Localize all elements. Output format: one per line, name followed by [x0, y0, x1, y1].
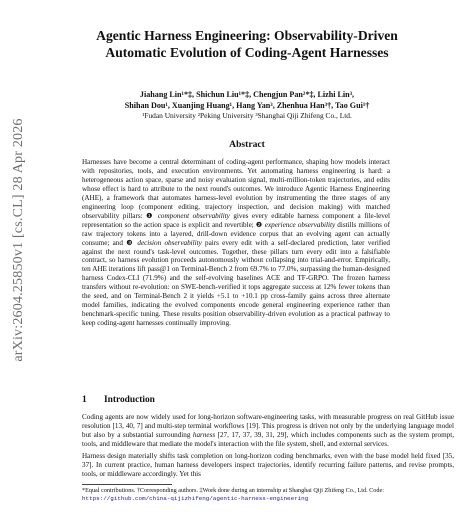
footnote-line: *Equal contributions. †Corresponding authors. ‡Work done during an internship at Shanghai Qiji Zhifeng Co., Ltd. Code:	[82, 487, 384, 494]
footnotes	[82, 487, 454, 503]
footnote-rule	[82, 484, 172, 485]
paper-title	[40, 27, 454, 61]
intro-paragraph-2: Harness design materially shifts task completion on long-horizon coding benchmarks, even with the base model held fixed [35, 37]. In current practice, human harness developers inspect trajectories, identify recurring failure patterns, and revise prompts, tools, or middleware accordingly. Yet this	[82, 452, 454, 479]
introduction-body	[82, 413, 454, 483]
abstract-emphasis-component: component observability	[157, 211, 230, 220]
abstract-paragraph	[82, 158, 390, 328]
code-repository-link[interactable]: https://github.com/china-qijizhifeng/agentic-harness-engineering	[82, 495, 309, 502]
abstract-text-2: gives every editable harness component a file-level representation so the action space is explicit and revertible; ❷	[82, 211, 390, 229]
title-line-2: Automatic Evolution of Coding-Agent Harnesses	[105, 45, 389, 60]
author-list	[40, 90, 454, 111]
abstract-emphasis-decision: decision observability	[137, 238, 202, 247]
abstract-text-3: distills millions of raw trajectory tokens into a layered, drill-down evidence corpus that an evolving agent can actually consume; and ❸	[82, 220, 390, 247]
authors-line-1: Jiahang Lin¹*‡, Shichun Liu¹*‡, Chengjun Pan²*‡, Lizhi Lin³,	[139, 90, 355, 99]
arxiv-identifier[interactable]: arXiv:2604.25850v1 [cs.CL] 28 Apr 2026	[11, 118, 26, 362]
section-heading-introduction	[82, 395, 155, 405]
intro-text-1b: [27, 17, 37, 39, 31, 29], which includes components such as the system prompt, tools, and middleware that mediate the model's interaction with the file system, shell, and external services.	[82, 430, 454, 448]
abstract-text-4: pairs every edit with a self-declared prediction, later verified against the next round's task-level outcomes. Together, these pillars turn every edit into a falsifiable contract, so harness evolution proceeds autonomously without collapsing into trial-and-error. Empirically, ten AHE iterations lift pass@1 on Terminal-Bench 2 from 69.7% to 77.0%, surpassing the human-designed harness Codex-CLI (71.9%) and the self-evolving baselines ACE and TF-GRPO. The frozen harness transfers without re-evolution: on SWE-bench-verified it tops aggregate success at 12% fewer tokens than the seed, and on Terminal-Bench 2 it yields +5.1 to +10.1 pp cross-family gains across three alternate model families, indicating the evolved components encode general engineering experience rather than benchmark-specific tuning. These results position observability-driven evolution as a practical pathway to keep coding-agent harnesses continually improving.	[82, 238, 390, 328]
affiliations: ¹Fudan University ²Peking University ³Shanghai Qiji Zhifeng Co., Ltd.	[142, 111, 352, 120]
arxiv-sidebar-stamp	[6, 120, 32, 360]
intro-paragraph-1	[82, 413, 454, 448]
section-title: Introduction	[104, 395, 155, 405]
intro-text-1a: Coding agents are now widely used for long-horizon software-engineering tasks, with measurable progress on real GitHub issue resolution [13, 40, 7] and multi-step terminal workflows [19]. This progress is driven not only by the underlying language model but also by a substantial surrounding	[82, 413, 454, 439]
abstract-heading: Abstract	[229, 139, 265, 150]
intro-emphasis-harness: harness	[192, 430, 216, 439]
section-number: 1	[82, 395, 87, 405]
abstract-text-1: Harnesses have become a central determinant of coding-agent performance, shaping how models interact with repositories, tools, and execution environments. Yet automating harness engineering is hard: a heterogeneous action space, sparse and noisy evaluation signal, multi-million-token trajectories, and edits whose effect is hard to attribute to the next round's outcomes. We introduce Agentic Harness Engineering (AHE), a framework that automates harness-level evolution by instrumenting the three stages of any engineering loop (component editing, trajectory inspection, and decision making) with matched observability pillars: ❶	[82, 158, 390, 220]
authors-line-2: Shihan Dou¹, Xuanjing Huang¹, Hang Yan³, Zhenhua Han³†, Tao Gui¹†	[124, 100, 370, 110]
abstract-emphasis-experience: experience observability	[264, 220, 336, 229]
abstract-body	[82, 158, 390, 328]
title-line-1: Agentic Harness Engineering: Observability-Driven	[96, 28, 398, 43]
